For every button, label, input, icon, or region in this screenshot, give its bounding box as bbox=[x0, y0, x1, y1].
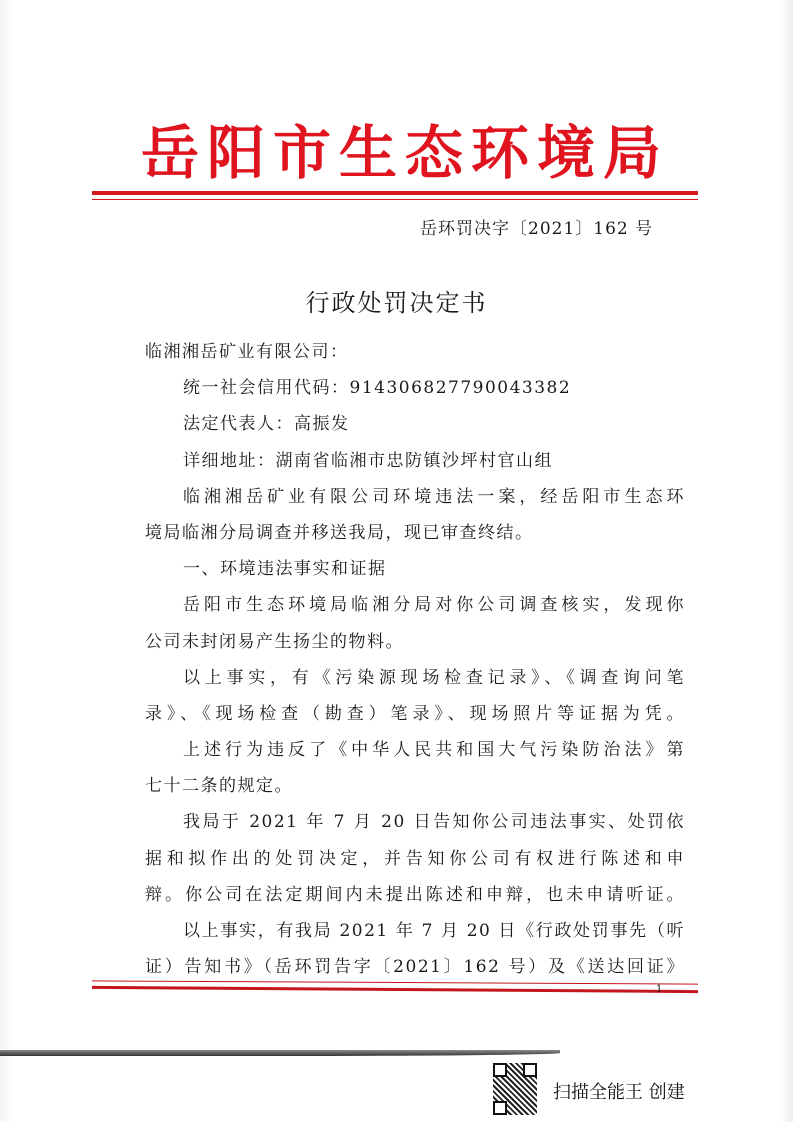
body-line: 详细地址：湖南省临湘市忠防镇沙坪村官山组 bbox=[183, 450, 553, 471]
body-line: 临湘湘岳矿业有限公司环境违法一案，经岳阳市生态环 bbox=[183, 486, 685, 507]
body-line: 七十二条的规定。 bbox=[145, 776, 293, 797]
body-line: 以上事实，有我局 2021 年 7 月 20 日《行政处罚事先（听 bbox=[183, 921, 685, 941]
body-line: 以上事实，有《污染源现场检查记录》、《调查询问笔 bbox=[183, 667, 685, 688]
red-rule-thin bbox=[92, 199, 698, 200]
document-body bbox=[145, 340, 685, 991]
body-line: 一、环境违法事实和证据 bbox=[183, 559, 387, 580]
body-line: 公司未封闭易产生扬尘的物料。 bbox=[145, 631, 404, 652]
qr-code-icon bbox=[493, 1063, 537, 1115]
page-number: 1 bbox=[656, 984, 663, 995]
scanner-watermark: 扫描全能王 创建 bbox=[553, 1082, 685, 1103]
body-line: 法定代表人：高振发 bbox=[183, 414, 350, 435]
agency-masthead: 岳阳市生态环境局 bbox=[140, 119, 669, 187]
body-line: 统一社会信用代码：914306827790043382 bbox=[183, 378, 572, 399]
body-line: 证）告知书》（岳环罚告字〔2021〕162 号）及《送达回证》 bbox=[145, 957, 685, 978]
body-line: 我局于 2021 年 7 月 20 日告知你公司违法事实、处罚依 bbox=[183, 812, 685, 833]
document-number: 岳环罚决字〔2021〕162 号 bbox=[420, 219, 654, 239]
scan-edge-shadow bbox=[0, 1050, 560, 1056]
body-line: 临湘湘岳矿业有限公司： bbox=[145, 342, 349, 362]
body-line: 辩。你公司在法定期间内未提出陈述和申辩，也未申请听证。 bbox=[145, 884, 685, 905]
body-line: 据和拟作出的处罚决定，并告知你公司有权进行陈述和申 bbox=[145, 848, 685, 869]
body-line: 录》、《现场检查（勘查）笔录》、现场照片等证据为凭。 bbox=[145, 703, 685, 724]
body-line: 岳阳市生态环境局临湘分局对你公司调查核实，发现你 bbox=[183, 595, 685, 616]
document-title: 行政处罚决定书 bbox=[305, 289, 488, 317]
body-line: 上述行为违反了《中华人民共和国大气污染防治法》第 bbox=[183, 740, 685, 761]
body-line: 境局临湘分局调查并移送我局，现已审查终结。 bbox=[145, 522, 534, 543]
red-rule-thick bbox=[92, 191, 698, 195]
